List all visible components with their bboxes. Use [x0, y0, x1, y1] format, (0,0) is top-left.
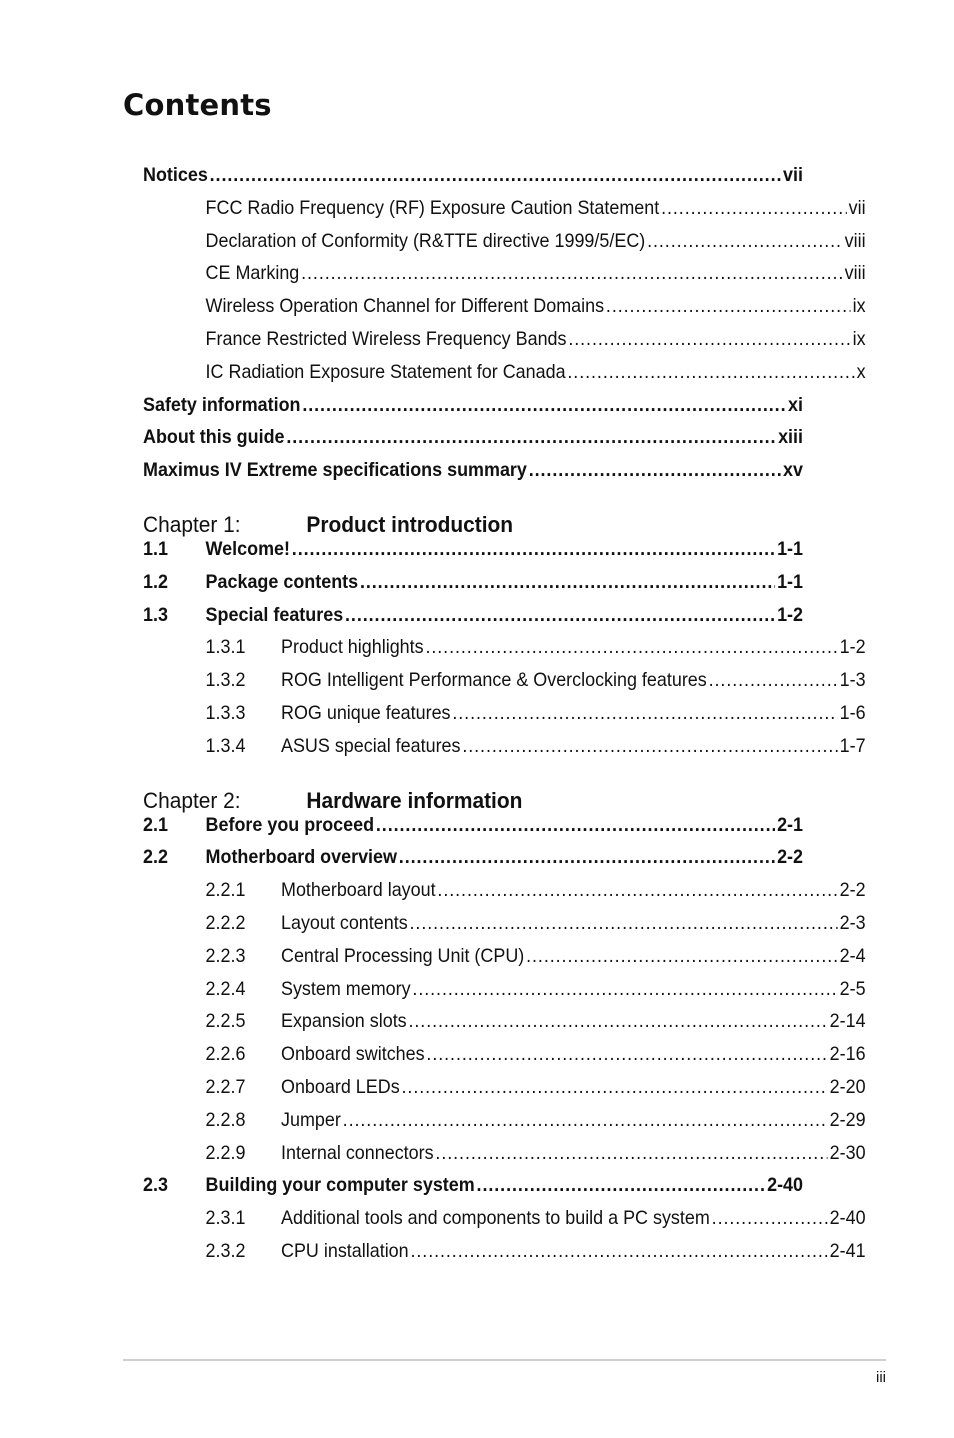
toc-entry-page: 2-3: [839, 911, 866, 934]
toc-entry[interactable]: [143, 1174, 803, 1207]
dot-leader: [376, 814, 775, 837]
toc-entry[interactable]: [143, 361, 866, 394]
dot-leader: [360, 571, 775, 594]
toc-entry-label: Onboard LEDs: [281, 1075, 400, 1098]
toc-entry-label: Building your computer system: [205, 1174, 475, 1197]
chapter-number: Chapter 1:: [143, 511, 241, 537]
toc-entry[interactable]: [143, 978, 866, 1011]
footer-divider: [123, 1359, 886, 1361]
toc-entry-page: 2-5: [839, 977, 866, 1000]
chapter-heading: [143, 768, 770, 814]
toc-entry[interactable]: [143, 538, 803, 571]
toc-entry-number: 1.3.2: [205, 669, 246, 692]
toc-entry[interactable]: [143, 636, 866, 669]
toc-entry-page: 1-1: [777, 570, 804, 593]
dot-leader: [286, 426, 776, 449]
dot-leader: [426, 1043, 827, 1066]
toc-entry-number: 2.3.1: [205, 1207, 246, 1230]
dot-leader: [301, 262, 843, 285]
toc-entry-label: Before you proceed: [205, 813, 375, 836]
dot-leader: [435, 1142, 827, 1165]
chapter-heading: [143, 492, 770, 538]
toc-entry-label: Additional tools and components to build a PC system: [281, 1207, 710, 1230]
toc-entry-number: 1.3.3: [205, 701, 246, 724]
toc-entry-label: ASUS special features: [281, 734, 461, 757]
toc-entry-label: Expansion slots: [281, 1010, 407, 1033]
toc-entry-label: Package contents: [205, 570, 359, 593]
toc-entry-page: x: [856, 360, 866, 383]
toc-entry-number: 2.2.1: [205, 879, 246, 902]
chapter-title: Product introduction: [306, 511, 514, 537]
toc-entry-label: Layout contents: [281, 911, 408, 934]
dot-leader: [402, 1076, 828, 1099]
toc-entry[interactable]: [143, 846, 803, 879]
toc-entry[interactable]: [143, 735, 866, 768]
toc-entry-label: Notices: [143, 164, 208, 186]
toc-entry-label: Motherboard layout: [281, 879, 436, 902]
toc-entry[interactable]: [143, 230, 866, 263]
toc-entry-number: 1.2: [143, 570, 168, 593]
toc-entry-label: Onboard switches: [281, 1043, 425, 1066]
toc-entry-page: xiii: [778, 426, 804, 449]
toc-entry-number: 2.2: [143, 846, 168, 869]
toc-entry[interactable]: [143, 571, 803, 604]
toc-entry-number: 2.3: [143, 1174, 168, 1197]
toc-entry-label: Safety information: [143, 393, 301, 416]
toc-entry-page: 2-40: [829, 1207, 866, 1230]
dot-leader: [462, 735, 837, 758]
toc-entry[interactable]: [143, 945, 866, 978]
table-of-contents: [143, 164, 866, 1273]
toc-entry[interactable]: [143, 879, 866, 912]
toc-entry-page: 1-1: [777, 537, 804, 560]
toc-entry-page: 1-2: [777, 603, 804, 626]
toc-entry-label: Central Processing Unit (CPU): [281, 944, 525, 967]
toc-entry-label: Internal connectors: [281, 1141, 434, 1164]
toc-entry-number: 1.3.1: [205, 636, 246, 659]
toc-entry[interactable]: [143, 394, 803, 427]
toc-entry-label: Special features: [205, 603, 344, 626]
toc-entry-page: 2-29: [829, 1108, 866, 1131]
toc-entry-page: 1-6: [839, 701, 866, 724]
dot-leader: [410, 912, 838, 935]
dot-leader: [477, 1174, 766, 1197]
toc-entry-number: 2.2.5: [205, 1010, 246, 1033]
toc-entry-page: ix: [852, 327, 866, 350]
toc-entry-page: viii: [844, 262, 866, 285]
dot-leader: [343, 1109, 828, 1132]
toc-entry-label: France Restricted Wireless Frequency Bands: [205, 327, 567, 350]
dot-leader: [647, 230, 843, 253]
dot-leader: [567, 361, 854, 384]
toc-entry-page: 2-41: [829, 1239, 866, 1262]
toc-entry-page: 2-16: [829, 1043, 866, 1066]
toc-entry-label: Motherboard overview: [205, 846, 397, 869]
toc-entry[interactable]: [143, 295, 866, 328]
dot-leader: [606, 295, 851, 318]
toc-entry-number: 1.3: [143, 603, 168, 626]
toc-entry-page: 2-2: [777, 846, 804, 869]
toc-entry[interactable]: [143, 702, 866, 735]
toc-entry-page: ix: [852, 295, 866, 318]
toc-entry[interactable]: [143, 426, 803, 459]
toc-entry-number: 2.2.2: [205, 911, 246, 934]
toc-entry-label: System memory: [281, 977, 411, 1000]
toc-entry-page: 1-3: [839, 669, 866, 692]
toc-entry-label: ROG unique features: [281, 701, 451, 724]
toc-entry-label: About this guide: [143, 426, 285, 449]
dot-leader: [529, 459, 781, 482]
toc-entry-label: ROG Intelligent Performance & Overclocking features: [281, 669, 707, 692]
dot-leader: [302, 394, 786, 417]
toc-entry[interactable]: [143, 262, 866, 295]
toc-entry-page: 2-14: [829, 1010, 866, 1033]
dot-leader: [399, 846, 775, 869]
toc-entry[interactable]: [143, 1010, 866, 1043]
toc-entry[interactable]: [143, 1142, 866, 1175]
dot-leader: [568, 328, 850, 351]
toc-entry[interactable]: [143, 604, 803, 637]
toc-entry-page: 1-2: [839, 636, 866, 659]
dot-leader: [437, 879, 837, 902]
toc-entry[interactable]: [143, 328, 866, 361]
toc-entry-label: CE Marking: [205, 262, 300, 285]
toc-entry-number: 2.2.8: [205, 1108, 246, 1131]
toc-entry[interactable]: [143, 197, 866, 230]
toc-entry[interactable]: [143, 1109, 866, 1142]
dot-leader: [210, 164, 782, 187]
page-number: iii: [876, 1369, 886, 1386]
toc-entry-page: 2-40: [767, 1174, 804, 1197]
toc-entry[interactable]: [143, 912, 866, 945]
toc-entry[interactable]: [143, 669, 866, 702]
toc-entry-page: vii: [848, 196, 866, 219]
toc-entry[interactable]: [143, 1076, 866, 1109]
toc-entry-label: Declaration of Conformity (R&TTE directive 1999/5/EC): [205, 229, 646, 252]
toc-entry-number: 2.2.6: [205, 1043, 246, 1066]
dot-leader: [412, 978, 837, 1001]
toc-entry-page: xv: [783, 459, 804, 482]
toc-entry-label: Product highlights: [281, 636, 424, 659]
toc-entry-number: 1.3.4: [205, 734, 246, 757]
toc-entry-page: viii: [844, 229, 866, 252]
page-title: Contents: [123, 88, 272, 122]
toc-entry-page: 2-4: [839, 944, 866, 967]
dot-leader: [661, 197, 847, 220]
toc-entry-page: xi: [788, 393, 804, 416]
toc-entry-number: 2.2.9: [205, 1141, 246, 1164]
toc-entry-page: 2-20: [829, 1075, 866, 1098]
chapter-title: Hardware information: [306, 787, 523, 813]
toc-entry-label: IC Radiation Exposure Statement for Canada: [205, 360, 566, 383]
toc-entry[interactable]: [143, 814, 803, 847]
dot-leader: [712, 1207, 828, 1230]
toc-entry-label: FCC Radio Frequency (RF) Exposure Caution Statement: [205, 196, 660, 219]
toc-entry[interactable]: [143, 1240, 866, 1273]
dot-leader: [425, 636, 837, 659]
toc-entry-label: Jumper: [281, 1108, 341, 1131]
dot-leader: [452, 702, 837, 725]
dot-leader: [345, 604, 775, 627]
toc-entry[interactable]: [143, 1043, 866, 1076]
toc-entry-page: 2-1: [777, 813, 804, 836]
dot-leader: [292, 538, 775, 561]
dot-leader: [709, 669, 838, 692]
toc-entry-number: 2.3.2: [205, 1239, 246, 1262]
toc-entry[interactable]: [143, 459, 803, 492]
toc-entry-label: Welcome!: [205, 537, 290, 560]
dot-leader: [410, 1240, 827, 1263]
toc-entry-number: 2.2.3: [205, 944, 246, 967]
toc-entry-number: 2.2.4: [205, 977, 246, 1000]
toc-entry-number: 2.2.7: [205, 1075, 246, 1098]
chapter-number: Chapter 2:: [143, 787, 241, 813]
toc-entry-page: 1-7: [839, 734, 866, 757]
toc-entry[interactable]: [143, 164, 803, 197]
toc-entry[interactable]: [143, 1207, 866, 1240]
toc-entry-page: 2-30: [829, 1141, 866, 1164]
toc-entry-number: 2.1: [143, 813, 168, 836]
toc-entry-label: CPU installation: [281, 1239, 409, 1262]
dot-leader: [526, 945, 838, 968]
dot-leader: [408, 1010, 827, 1033]
toc-entry-label: Wireless Operation Channel for Different Domains: [205, 295, 605, 318]
toc-entry-label: Maximus IV Extreme specifications summary: [143, 459, 527, 482]
toc-entry-page: vii: [783, 164, 804, 186]
toc-entry-number: 1.1: [143, 537, 168, 560]
toc-entry-page: 2-2: [839, 879, 866, 902]
